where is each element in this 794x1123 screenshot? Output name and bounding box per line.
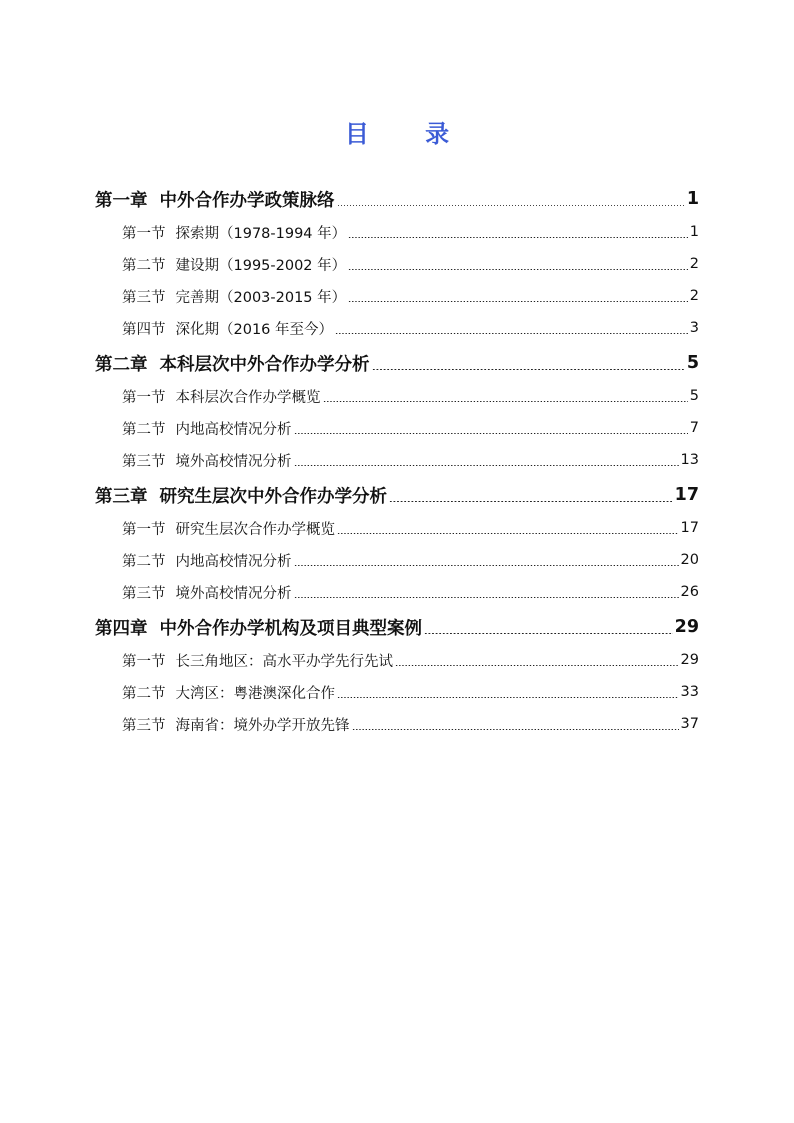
section-title: 研究生层次合作办学概览 bbox=[175, 521, 335, 538]
chapter-title: 中外合作办学机构及项目典型案例 bbox=[159, 618, 422, 639]
page-number: 5 bbox=[686, 353, 699, 373]
dot-leader bbox=[337, 533, 679, 534]
section-title: 本科层次合作办学概览 bbox=[175, 389, 321, 406]
page-number: 37 bbox=[680, 716, 699, 732]
page-number: 17 bbox=[680, 520, 699, 536]
toc-section-2-2[interactable] bbox=[95, 412, 699, 444]
chapter-title: 中外合作办学政策脉络 bbox=[159, 190, 335, 211]
toc-section-1-4[interactable] bbox=[95, 312, 699, 344]
section-number: 第三节 bbox=[122, 585, 166, 602]
dot-leader bbox=[337, 697, 679, 698]
toc-section-4-1[interactable] bbox=[95, 644, 699, 676]
section-number: 第一节 bbox=[122, 389, 166, 406]
section-title: 大湾区：粤港澳深化合作 bbox=[175, 685, 335, 702]
dot-leader bbox=[348, 237, 688, 238]
toc-section-1-1[interactable] bbox=[95, 216, 699, 248]
toc-section-2-1[interactable] bbox=[95, 380, 699, 412]
page-number: 2 bbox=[689, 256, 699, 272]
toc-chapter-3[interactable] bbox=[95, 478, 699, 512]
chapter-title: 本科层次中外合作办学分析 bbox=[159, 354, 370, 375]
page-number: 3 bbox=[689, 320, 699, 336]
toc-section-4-3[interactable] bbox=[95, 708, 699, 740]
section-number: 第二节 bbox=[122, 421, 166, 438]
page-number: 1 bbox=[686, 189, 699, 209]
section-title: 内地高校情况分析 bbox=[175, 421, 292, 438]
dot-leader bbox=[294, 597, 679, 598]
page-number: 17 bbox=[674, 485, 699, 505]
page-number: 26 bbox=[680, 584, 699, 600]
section-number: 第三节 bbox=[122, 717, 166, 734]
dot-leader bbox=[323, 401, 688, 402]
page-number: 29 bbox=[674, 617, 699, 637]
toc-section-2-3[interactable] bbox=[95, 444, 699, 476]
section-title: 境外高校情况分析 bbox=[175, 453, 292, 470]
page-number: 13 bbox=[680, 452, 699, 468]
dot-leader bbox=[424, 633, 673, 634]
dot-leader bbox=[395, 665, 679, 666]
toc-section-1-2[interactable] bbox=[95, 248, 699, 280]
toc-section-3-2[interactable] bbox=[95, 544, 699, 576]
chapter-number: 第三章 bbox=[95, 486, 148, 507]
toc-section-3-1[interactable] bbox=[95, 512, 699, 544]
section-number: 第二节 bbox=[122, 685, 166, 702]
dot-leader bbox=[294, 465, 679, 466]
section-title: 深化期（2016 年至今） bbox=[175, 321, 334, 338]
dot-leader bbox=[348, 301, 688, 302]
section-number: 第四节 bbox=[122, 321, 166, 338]
chapter-number: 第二章 bbox=[95, 354, 148, 375]
page-number: 33 bbox=[680, 684, 699, 700]
dot-leader bbox=[294, 565, 679, 566]
dot-leader bbox=[337, 205, 685, 206]
page-number: 1 bbox=[689, 224, 699, 240]
section-title: 海南省：境外办学开放先锋 bbox=[175, 717, 350, 734]
page-title: 目 录 bbox=[344, 120, 474, 148]
section-title: 内地高校情况分析 bbox=[175, 553, 292, 570]
chapter-number: 第一章 bbox=[95, 190, 148, 211]
dot-leader bbox=[372, 369, 685, 370]
chapter-number: 第四章 bbox=[95, 618, 148, 639]
page-number: 29 bbox=[680, 652, 699, 668]
toc-chapter-1[interactable] bbox=[95, 182, 699, 216]
section-number: 第三节 bbox=[122, 453, 166, 470]
table-of-contents bbox=[95, 180, 699, 740]
section-title: 完善期（2003-2015 年） bbox=[175, 289, 347, 306]
toc-section-1-3[interactable] bbox=[95, 280, 699, 312]
section-number: 第二节 bbox=[122, 257, 166, 274]
section-number: 第一节 bbox=[122, 225, 166, 242]
section-number: 第三节 bbox=[122, 289, 166, 306]
dot-leader bbox=[348, 269, 688, 270]
page-number: 2 bbox=[689, 288, 699, 304]
dot-leader bbox=[389, 501, 673, 502]
toc-section-3-3[interactable] bbox=[95, 576, 699, 608]
section-title: 长三角地区：高水平办学先行先试 bbox=[175, 653, 393, 670]
toc-chapter-4[interactable] bbox=[95, 610, 699, 644]
toc-chapter-2[interactable] bbox=[95, 346, 699, 380]
section-title: 建设期（1995-2002 年） bbox=[175, 257, 347, 274]
page-number: 7 bbox=[689, 420, 699, 436]
dot-leader bbox=[352, 729, 679, 730]
dot-leader bbox=[335, 333, 688, 334]
chapter-title: 研究生层次中外合作办学分析 bbox=[159, 486, 387, 507]
toc-section-4-2[interactable] bbox=[95, 676, 699, 708]
section-number: 第一节 bbox=[122, 521, 166, 538]
dot-leader bbox=[294, 433, 688, 434]
section-number: 第二节 bbox=[122, 553, 166, 570]
section-title: 境外高校情况分析 bbox=[175, 585, 292, 602]
page-number: 20 bbox=[680, 552, 699, 568]
section-number: 第一节 bbox=[122, 653, 166, 670]
section-title: 探索期（1978-1994 年） bbox=[175, 225, 347, 242]
page-number: 5 bbox=[689, 388, 699, 404]
